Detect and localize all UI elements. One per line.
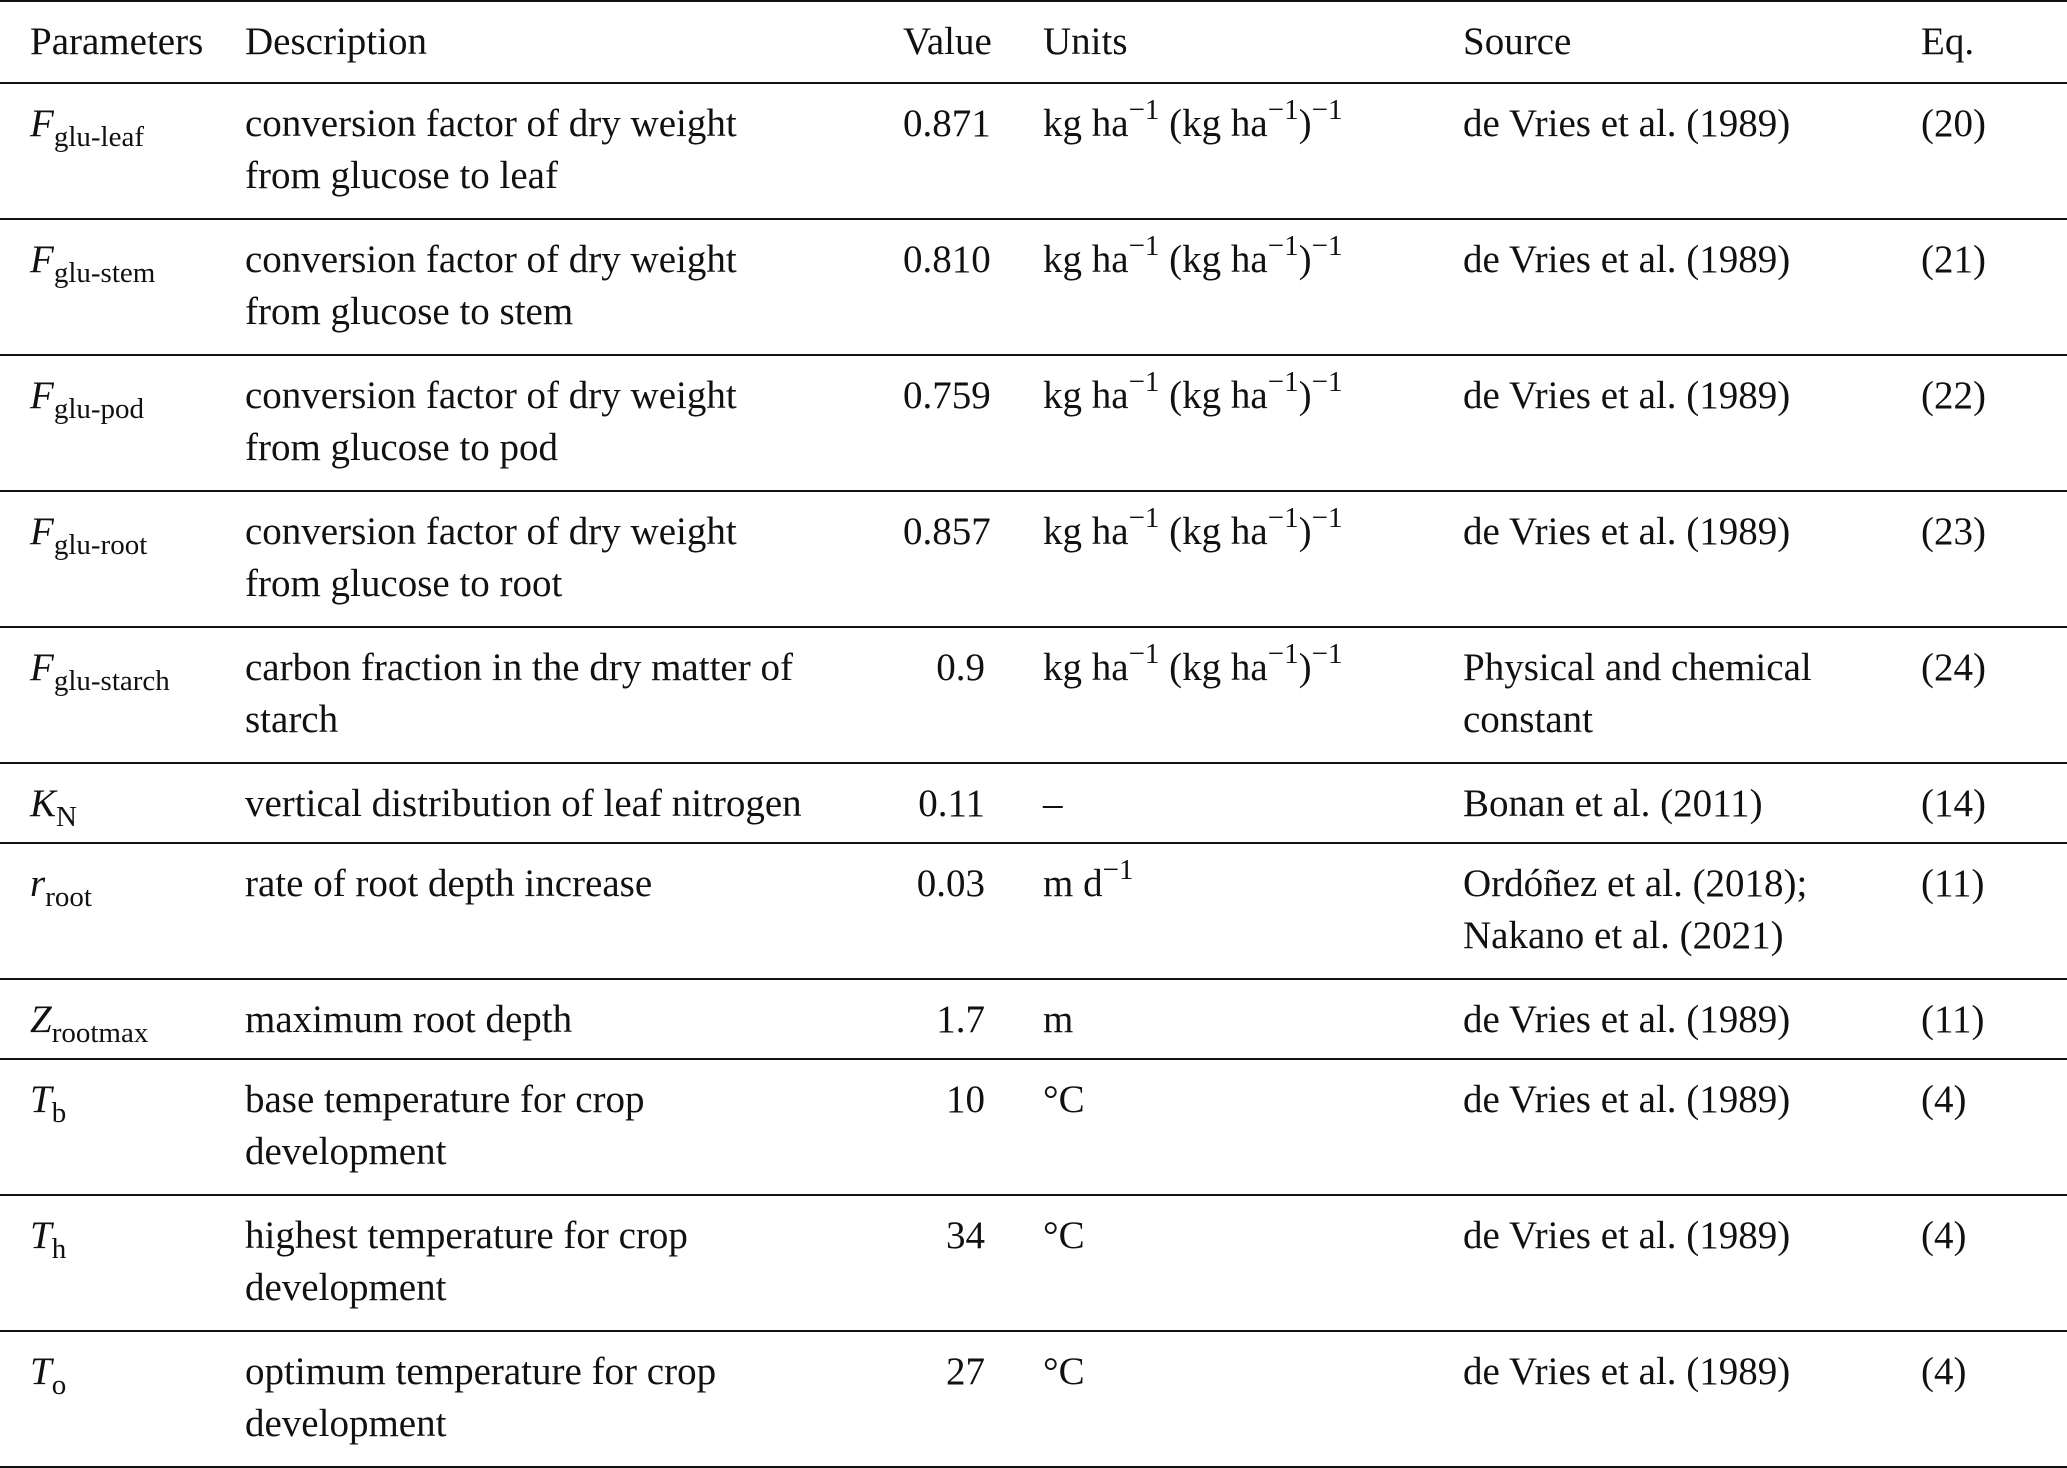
value-cell (903, 1331, 1043, 1467)
source-line-1: de Vries et al. (1989) (1463, 998, 1791, 1041)
unit-exponent: −1 (1128, 94, 1160, 126)
parameter-symbol-cell (0, 843, 245, 979)
parameter-symbol: F (30, 374, 54, 417)
description-cell (245, 763, 903, 843)
description-line-2: from glucose to root (245, 562, 563, 605)
unit-part: ) (1298, 646, 1312, 689)
parameter-symbol-cell (0, 491, 245, 627)
equation-ref: (4) (1921, 1214, 1967, 1257)
source-line-1: de Vries et al. (1989) (1463, 374, 1791, 417)
source-line-1: de Vries et al. (1989) (1463, 102, 1791, 145)
unit-part: (kg ha (1159, 102, 1268, 145)
description-line-2: development (245, 1402, 447, 1445)
source-line-1: Bonan et al. (2011) (1463, 782, 1763, 825)
source-cell (1463, 1195, 1913, 1331)
parameter-symbol-cell (0, 83, 245, 219)
parameter-subscript: glu-leaf (53, 121, 144, 153)
parameter-symbol: T (30, 1350, 52, 1393)
value-text: 34 (946, 1214, 985, 1257)
parameter-symbol: Z (30, 998, 52, 1041)
unit-part: ) (1298, 102, 1312, 145)
value-cell (903, 763, 1043, 843)
parameter-symbol: r (30, 862, 46, 905)
value-cell (903, 843, 1043, 979)
parameter-subscript: N (56, 801, 77, 833)
unit-exponent: −1 (1267, 638, 1299, 670)
value-text: 0.11 (918, 782, 985, 825)
description-cell (245, 1195, 903, 1331)
source-cell (1463, 627, 1913, 763)
description-line-2: development (245, 1266, 447, 1309)
source-line-2: constant (1463, 698, 1593, 741)
value-cell (903, 219, 1043, 355)
source-cell (1463, 843, 1913, 979)
units-cell (1043, 355, 1463, 491)
units-cell (1043, 843, 1463, 979)
description-line-2: from glucose to leaf (245, 154, 558, 197)
unit-part: kg ha (1043, 374, 1129, 417)
equation-ref: (11) (1921, 998, 1985, 1041)
table-row (0, 1331, 2067, 1467)
source-line-1: de Vries et al. (1989) (1463, 1350, 1791, 1393)
equation-ref: (20) (1921, 102, 1986, 145)
source-cell (1463, 219, 1913, 355)
units-cell (1043, 763, 1463, 843)
table-row (0, 491, 2067, 627)
unit-part: – (1043, 782, 1063, 825)
source-line-2: Nakano et al. (2021) (1463, 914, 1784, 957)
equation-ref: (23) (1921, 510, 1986, 553)
parameter-symbol-cell (0, 1195, 245, 1331)
source-cell (1463, 763, 1913, 843)
parameter-symbol: T (30, 1078, 52, 1121)
header-source: Source (1463, 1, 1913, 83)
description-line-1: optimum temperature for crop (245, 1350, 717, 1393)
equation-cell (1913, 83, 2067, 219)
table-row (0, 1059, 2067, 1195)
unit-exponent: −1 (1267, 502, 1299, 534)
table-row (0, 763, 2067, 843)
table-row (0, 355, 2067, 491)
description-cell (245, 979, 903, 1059)
parameter-subscript: glu-stem (53, 257, 156, 289)
value-text: 0.9 (936, 646, 985, 689)
description-cell (245, 843, 903, 979)
value-text: 27 (946, 1350, 985, 1393)
unit-part: ) (1298, 374, 1312, 417)
source-line-1: de Vries et al. (1989) (1463, 510, 1791, 553)
parameter-symbol: K (30, 782, 57, 825)
source-cell (1463, 1059, 1913, 1195)
unit-part: kg ha (1043, 646, 1129, 689)
parameter-subscript: o (51, 1369, 67, 1401)
parameter-symbol-cell (0, 355, 245, 491)
unit-part: ) (1298, 238, 1312, 281)
description-cell (245, 1059, 903, 1195)
unit-exponent: −1 (1311, 638, 1343, 670)
source-line-1: Physical and chemical (1463, 646, 1812, 689)
parameter-symbol-cell (0, 219, 245, 355)
unit-part: m d (1043, 862, 1103, 905)
unit-part: kg ha (1043, 102, 1129, 145)
equation-cell (1913, 1059, 2067, 1195)
parameter-subscript: root (45, 881, 92, 913)
unit-part: (kg ha (1159, 238, 1268, 281)
parameter-symbol: F (30, 102, 54, 145)
equation-cell (1913, 627, 2067, 763)
equation-ref: (11) (1921, 862, 1985, 905)
description-line-1: conversion factor of dry weight (245, 102, 737, 145)
description-line-1: rate of root depth increase (245, 862, 653, 905)
description-cell (245, 627, 903, 763)
value-cell (903, 627, 1043, 763)
parameter-subscript: glu-root (53, 529, 148, 561)
header-parameters: Parameters (0, 1, 245, 83)
equation-cell (1913, 979, 2067, 1059)
equation-cell (1913, 491, 2067, 627)
unit-part: (kg ha (1159, 646, 1268, 689)
description-line-2: development (245, 1130, 447, 1173)
description-line-2: from glucose to stem (245, 290, 574, 333)
value-text: 0.871 (903, 102, 991, 145)
description-line-1: conversion factor of dry weight (245, 374, 737, 417)
value-text: 10 (946, 1078, 985, 1121)
table-row (0, 627, 2067, 763)
units-cell (1043, 1195, 1463, 1331)
parameter-symbol-cell (0, 1059, 245, 1195)
unit-part: °C (1043, 1350, 1085, 1393)
value-text: 0.857 (903, 510, 991, 553)
description-cell (245, 83, 903, 219)
parameter-symbol: F (30, 238, 54, 281)
parameter-symbol: F (30, 510, 54, 553)
unit-part: m (1043, 998, 1074, 1041)
unit-exponent: −1 (1102, 854, 1134, 886)
unit-part: kg ha (1043, 238, 1129, 281)
parameter-subscript: b (51, 1097, 67, 1129)
units-cell (1043, 219, 1463, 355)
description-line-1: conversion factor of dry weight (245, 510, 737, 553)
units-cell (1043, 627, 1463, 763)
description-line-1: highest temperature for crop (245, 1214, 688, 1257)
source-cell (1463, 1331, 1913, 1467)
equation-ref: (4) (1921, 1078, 1967, 1121)
unit-exponent: −1 (1267, 94, 1299, 126)
unit-exponent: −1 (1128, 638, 1160, 670)
source-cell (1463, 979, 1913, 1059)
description-cell (245, 219, 903, 355)
parameter-symbol-cell (0, 627, 245, 763)
description-line-1: conversion factor of dry weight (245, 238, 737, 281)
source-cell (1463, 491, 1913, 627)
table-row (0, 219, 2067, 355)
description-line-1: vertical distribution of leaf nitrogen (245, 782, 802, 825)
unit-exponent: −1 (1311, 94, 1343, 126)
equation-cell (1913, 355, 2067, 491)
unit-exponent: −1 (1311, 502, 1343, 534)
source-cell (1463, 83, 1913, 219)
unit-part: ) (1298, 510, 1312, 553)
equation-cell (1913, 219, 2067, 355)
units-cell (1043, 1331, 1463, 1467)
table-row (0, 83, 2067, 219)
value-cell (903, 1059, 1043, 1195)
unit-exponent: −1 (1267, 230, 1299, 262)
table-row (0, 979, 2067, 1059)
parameter-subscript: h (51, 1233, 67, 1265)
description-cell (245, 491, 903, 627)
value-text: 0.759 (903, 374, 991, 417)
value-text: 0.03 (916, 862, 985, 905)
unit-exponent: −1 (1267, 366, 1299, 398)
description-line-1: carbon fraction in the dry matter of (245, 646, 793, 689)
units-cell (1043, 491, 1463, 627)
units-cell (1043, 83, 1463, 219)
parameter-symbol: T (30, 1214, 52, 1257)
equation-ref: (4) (1921, 1350, 1967, 1393)
source-line-1: Ordóñez et al. (2018); (1463, 862, 1808, 905)
units-cell (1043, 979, 1463, 1059)
header-row (0, 1, 2067, 83)
description-line-1: maximum root depth (245, 998, 573, 1041)
value-text: 0.810 (903, 238, 991, 281)
unit-part: (kg ha (1159, 374, 1268, 417)
unit-exponent: −1 (1311, 230, 1343, 262)
value-cell (903, 979, 1043, 1059)
equation-ref: (22) (1921, 374, 1986, 417)
source-cell (1463, 355, 1913, 491)
parameter-symbol: F (30, 646, 54, 689)
source-line-1: de Vries et al. (1989) (1463, 1214, 1791, 1257)
equation-cell (1913, 1195, 2067, 1331)
parameter-symbol-cell (0, 763, 245, 843)
header-units: Units (1043, 1, 1463, 83)
value-cell (903, 83, 1043, 219)
equation-cell (1913, 763, 2067, 843)
unit-exponent: −1 (1128, 366, 1160, 398)
header-eq: Eq. (1913, 1, 2067, 83)
equation-ref: (21) (1921, 238, 1986, 281)
source-line-1: de Vries et al. (1989) (1463, 1078, 1791, 1121)
value-cell (903, 355, 1043, 491)
equation-cell (1913, 1331, 2067, 1467)
parameter-symbol-cell (0, 979, 245, 1059)
unit-exponent: −1 (1128, 502, 1160, 534)
parameter-subscript: glu-starch (53, 665, 170, 697)
header-value: Value (903, 1, 1043, 83)
value-text: 1.7 (936, 998, 985, 1041)
value-cell (903, 491, 1043, 627)
equation-ref: (14) (1921, 782, 1986, 825)
value-cell (903, 1195, 1043, 1331)
unit-part: (kg ha (1159, 510, 1268, 553)
table-row (0, 843, 2067, 979)
equation-ref: (24) (1921, 646, 1986, 689)
description-line-2: from glucose to pod (245, 426, 559, 469)
units-cell (1043, 1059, 1463, 1195)
unit-exponent: −1 (1311, 366, 1343, 398)
parameter-subscript: glu-pod (53, 393, 145, 425)
unit-part: °C (1043, 1214, 1085, 1257)
description-cell (245, 355, 903, 491)
table-row (0, 1195, 2067, 1331)
unit-part: kg ha (1043, 510, 1129, 553)
header-description: Description (245, 1, 903, 83)
description-cell (245, 1331, 903, 1467)
unit-exponent: −1 (1128, 230, 1160, 262)
description-line-1: base temperature for crop (245, 1078, 645, 1121)
description-line-2: starch (245, 698, 339, 741)
source-line-1: de Vries et al. (1989) (1463, 238, 1791, 281)
parameter-subscript: rootmax (51, 1017, 149, 1049)
unit-part: °C (1043, 1078, 1085, 1121)
parameter-symbol-cell (0, 1331, 245, 1467)
equation-cell (1913, 843, 2067, 979)
